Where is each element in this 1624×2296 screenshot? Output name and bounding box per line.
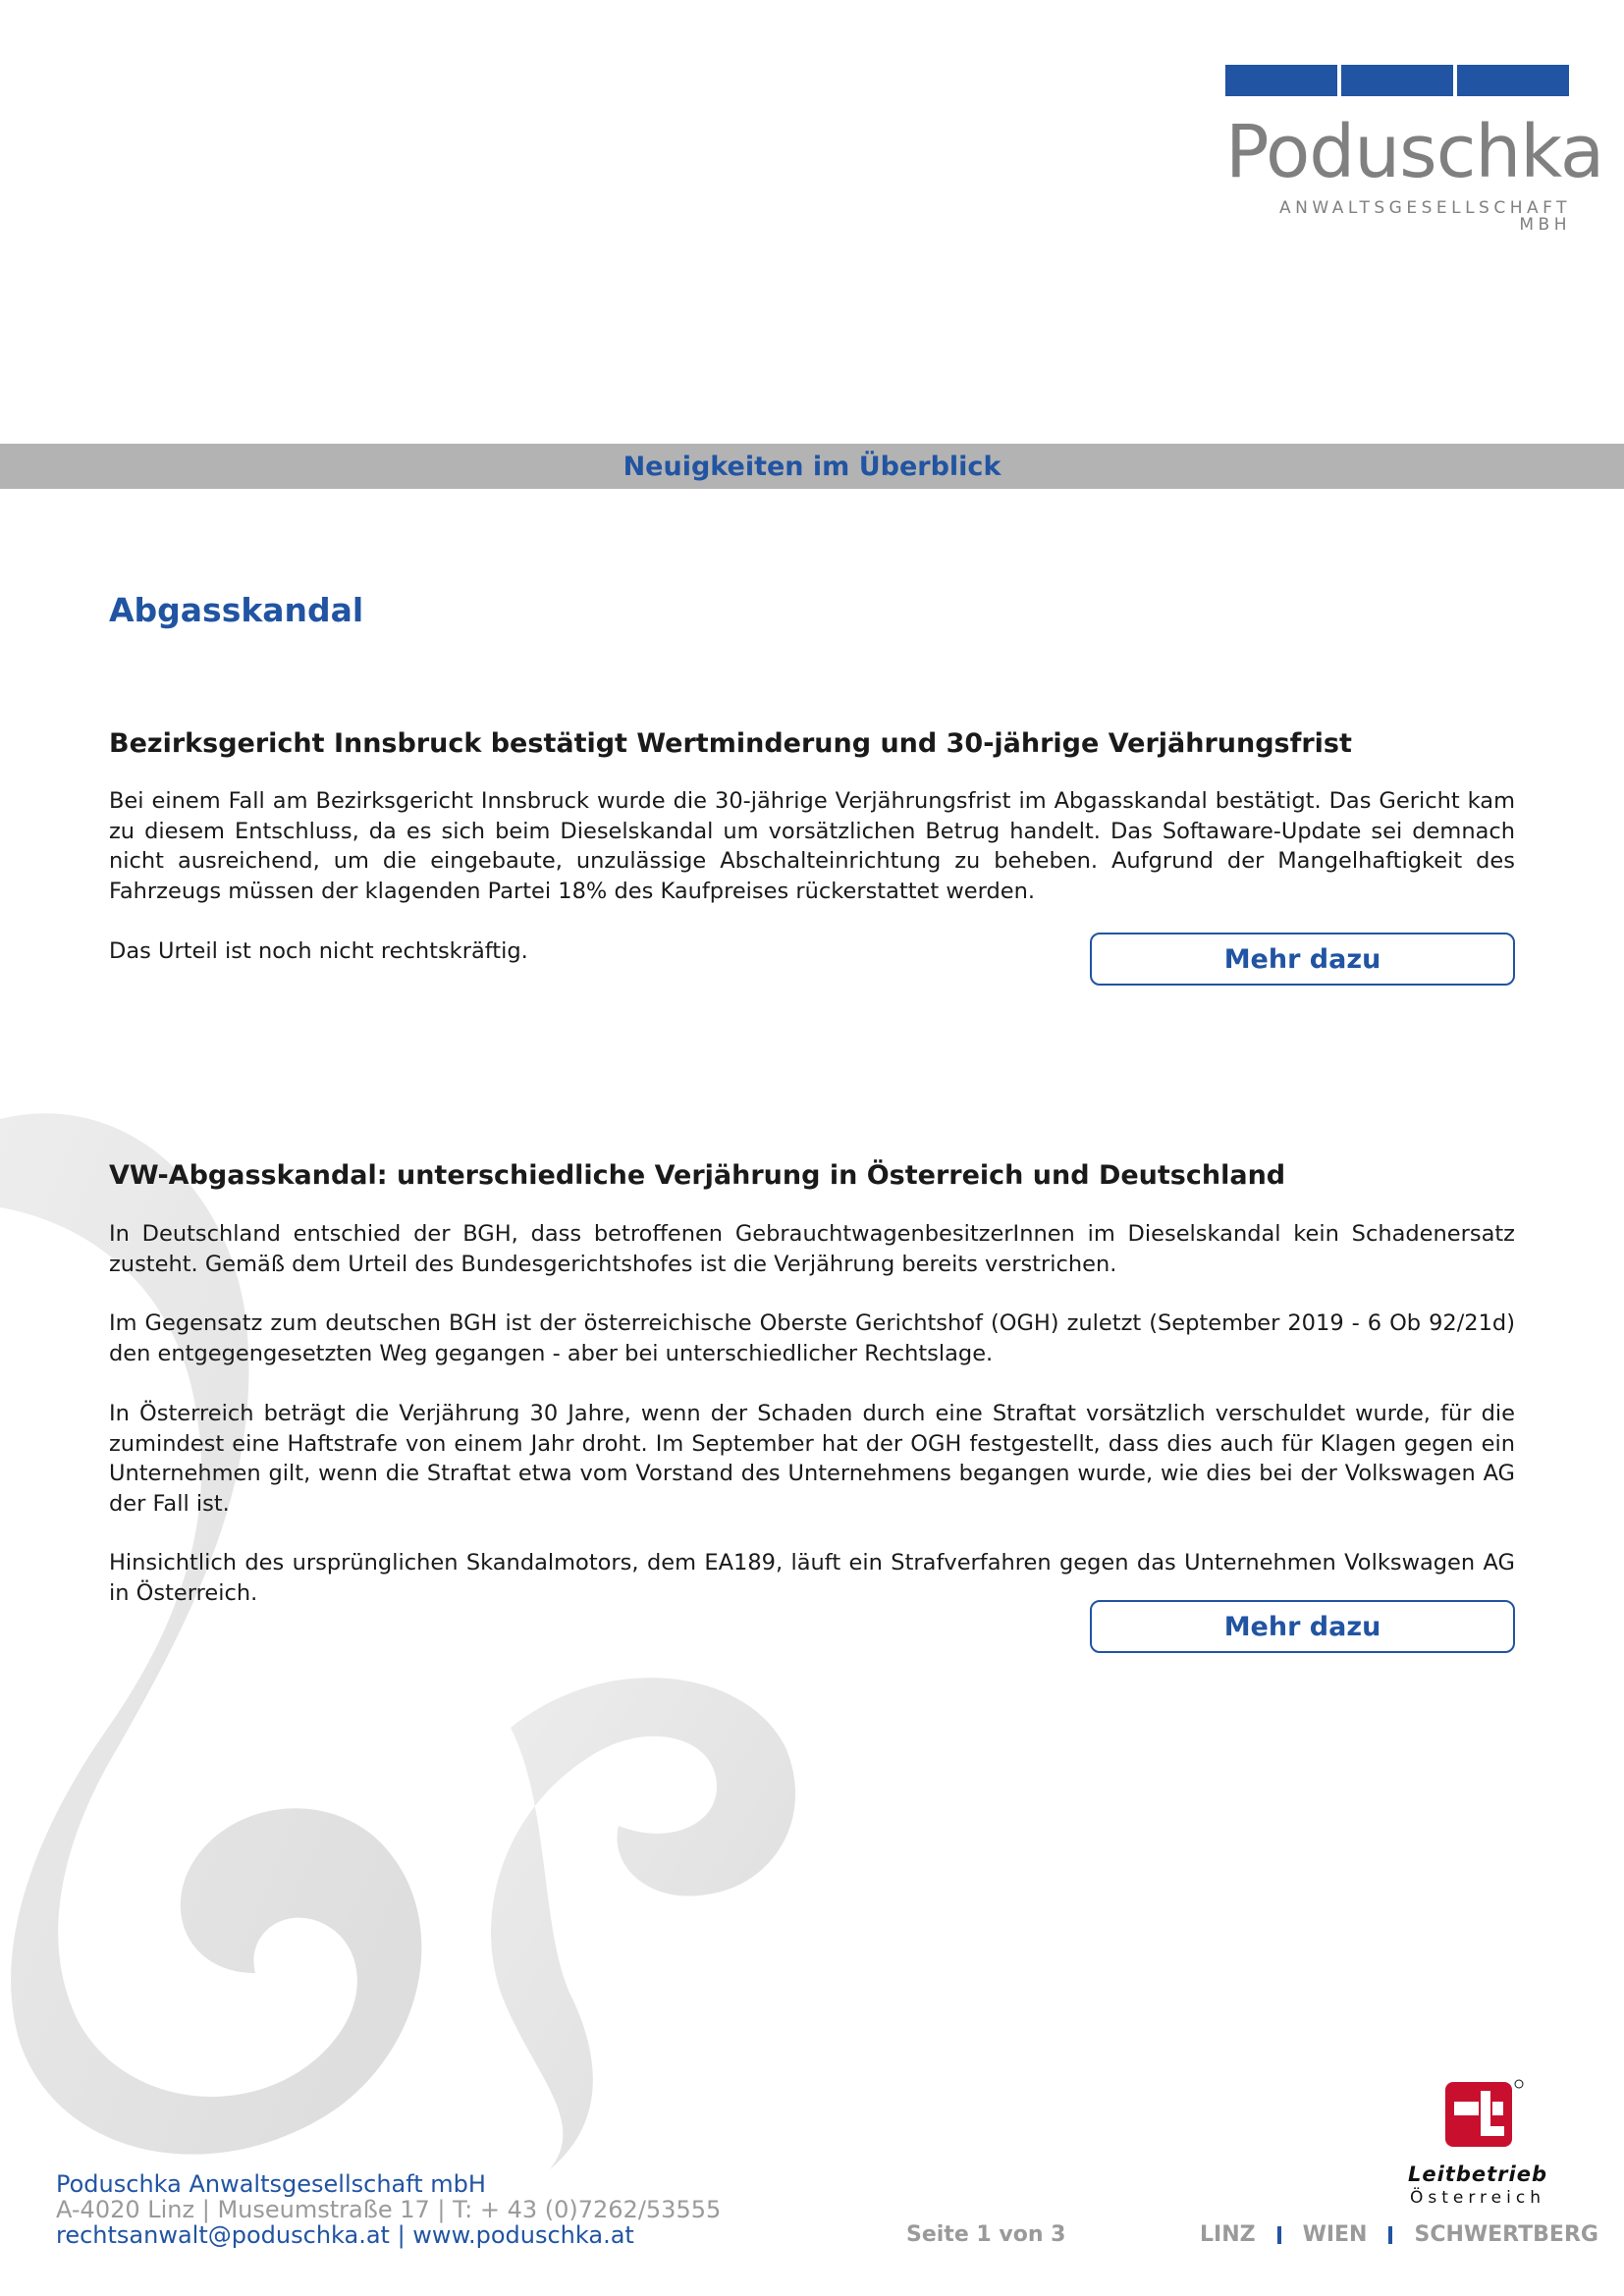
article-2-paragraph-3: In Österreich beträgt die Verjährung 30 Jahre, wenn der Schaden durch eine Straftat vorsätzlich verschuldet wurde, für die zumindest eine Haftstrafe von einem Jahr droht. Im September hat der OGH festgestellt, dass dies auch für Klagen gegen ein Unternehmen gilt, wenn die Straftat etwa vom Vorstand des Unternehmens begangen wurde, wie dies bei der Volkswagen AG der Fall ist.	[109, 1401, 1515, 1517]
article-1-title: Bezirksgericht Innsbruck bestätigt Wertminderung und 30-jährige Verjährungsfrist	[109, 728, 1352, 759]
article-2-more-button[interactable]: Mehr dazu	[1090, 1600, 1515, 1653]
footer-address: A-4020 Linz | Museumstraße 17 | T: + 43 (0)7262/53555	[56, 2196, 722, 2223]
logo-name: Poduschka	[1225, 110, 1604, 194]
office-linz: LINZ	[1200, 2222, 1256, 2247]
banner-title: Neuigkeiten im Überblick	[623, 451, 1001, 482]
footer-company: Poduschka Anwaltsgesellschaft mbH	[56, 2170, 486, 2198]
section-title: Abgasskandal	[109, 591, 364, 629]
office-list	[1200, 2222, 1598, 2247]
logo-subtitle: ANWALTSGESELLSCHAFT MBH	[1279, 198, 1571, 235]
news-banner	[0, 444, 1624, 489]
footer-contact[interactable]: rechtsanwalt@poduschka.at | www.poduschka.at	[56, 2221, 634, 2249]
leitbetrieb-seal-icon	[1389, 2078, 1566, 2157]
seal-label-2: Österreich	[1410, 2188, 1545, 2208]
article-1-paragraph-1: Bei einem Fall am Bezirksgericht Innsbruck wurde die 30-jährige Verjährungsfrist im Abgasskandal bestätigt. Das Gericht kam zu diesem Entschluss, da es sich beim Dieselskandal um vorsätzlichen Betrug handelt. Das Softaware-Update sei demnach nicht ausreichend, um die eingebaute, unzulässige Abschalteinrichtung zu beheben. Aufgrund der Mangelhaftigkeit des Fahrzeugs müssen der klagenden Partei 18% des Kaufpreises rückerstattet werden.	[109, 788, 1515, 904]
office-separator	[1277, 2226, 1281, 2244]
seal-label-1: Leitbetrieb	[1407, 2163, 1547, 2186]
article-1-paragraph-2: Das Urteil ist noch nicht rechtskräftig.	[109, 938, 528, 964]
office-separator	[1388, 2226, 1392, 2244]
article-2-paragraph-4: Hinsichtlich des ursprünglichen Skandalmotors, dem EA189, läuft ein Strafverfahren gegen das Unternehmen Volkswagen AG in Österreich.	[109, 1550, 1515, 1606]
article-2-paragraph-2: Im Gegensatz zum deutschen BGH ist der österreichische Oberste Gerichtshof (OGH) zuletzt (September 2019 - 6 Ob 92/21d) den entgegengesetzten Weg gegangen - aber bei unterschiedlicher Rechtslage.	[109, 1310, 1515, 1366]
page-indicator: Seite 1 von 3	[906, 2222, 1066, 2247]
article-2-paragraph-1: In Deutschland entschied der BGH, dass betroffenen GebrauchtwagenbesitzerInnen im Dieselskandal kein Schadenersatz zusteht. Gemäß dem Urteil des Bundesgerichtshofes ist die Verjährung bereits verstrichen.	[109, 1221, 1515, 1277]
article-1-more-button[interactable]: Mehr dazu	[1090, 933, 1515, 986]
article-2-title: VW-Abgasskandal: unterschiedliche Verjährung in Österreich und Deutschland	[109, 1160, 1286, 1191]
office-schwertberg: SCHWERTBERG	[1414, 2222, 1598, 2247]
office-wien: WIEN	[1302, 2222, 1368, 2247]
logo-bar	[1225, 65, 1569, 96]
